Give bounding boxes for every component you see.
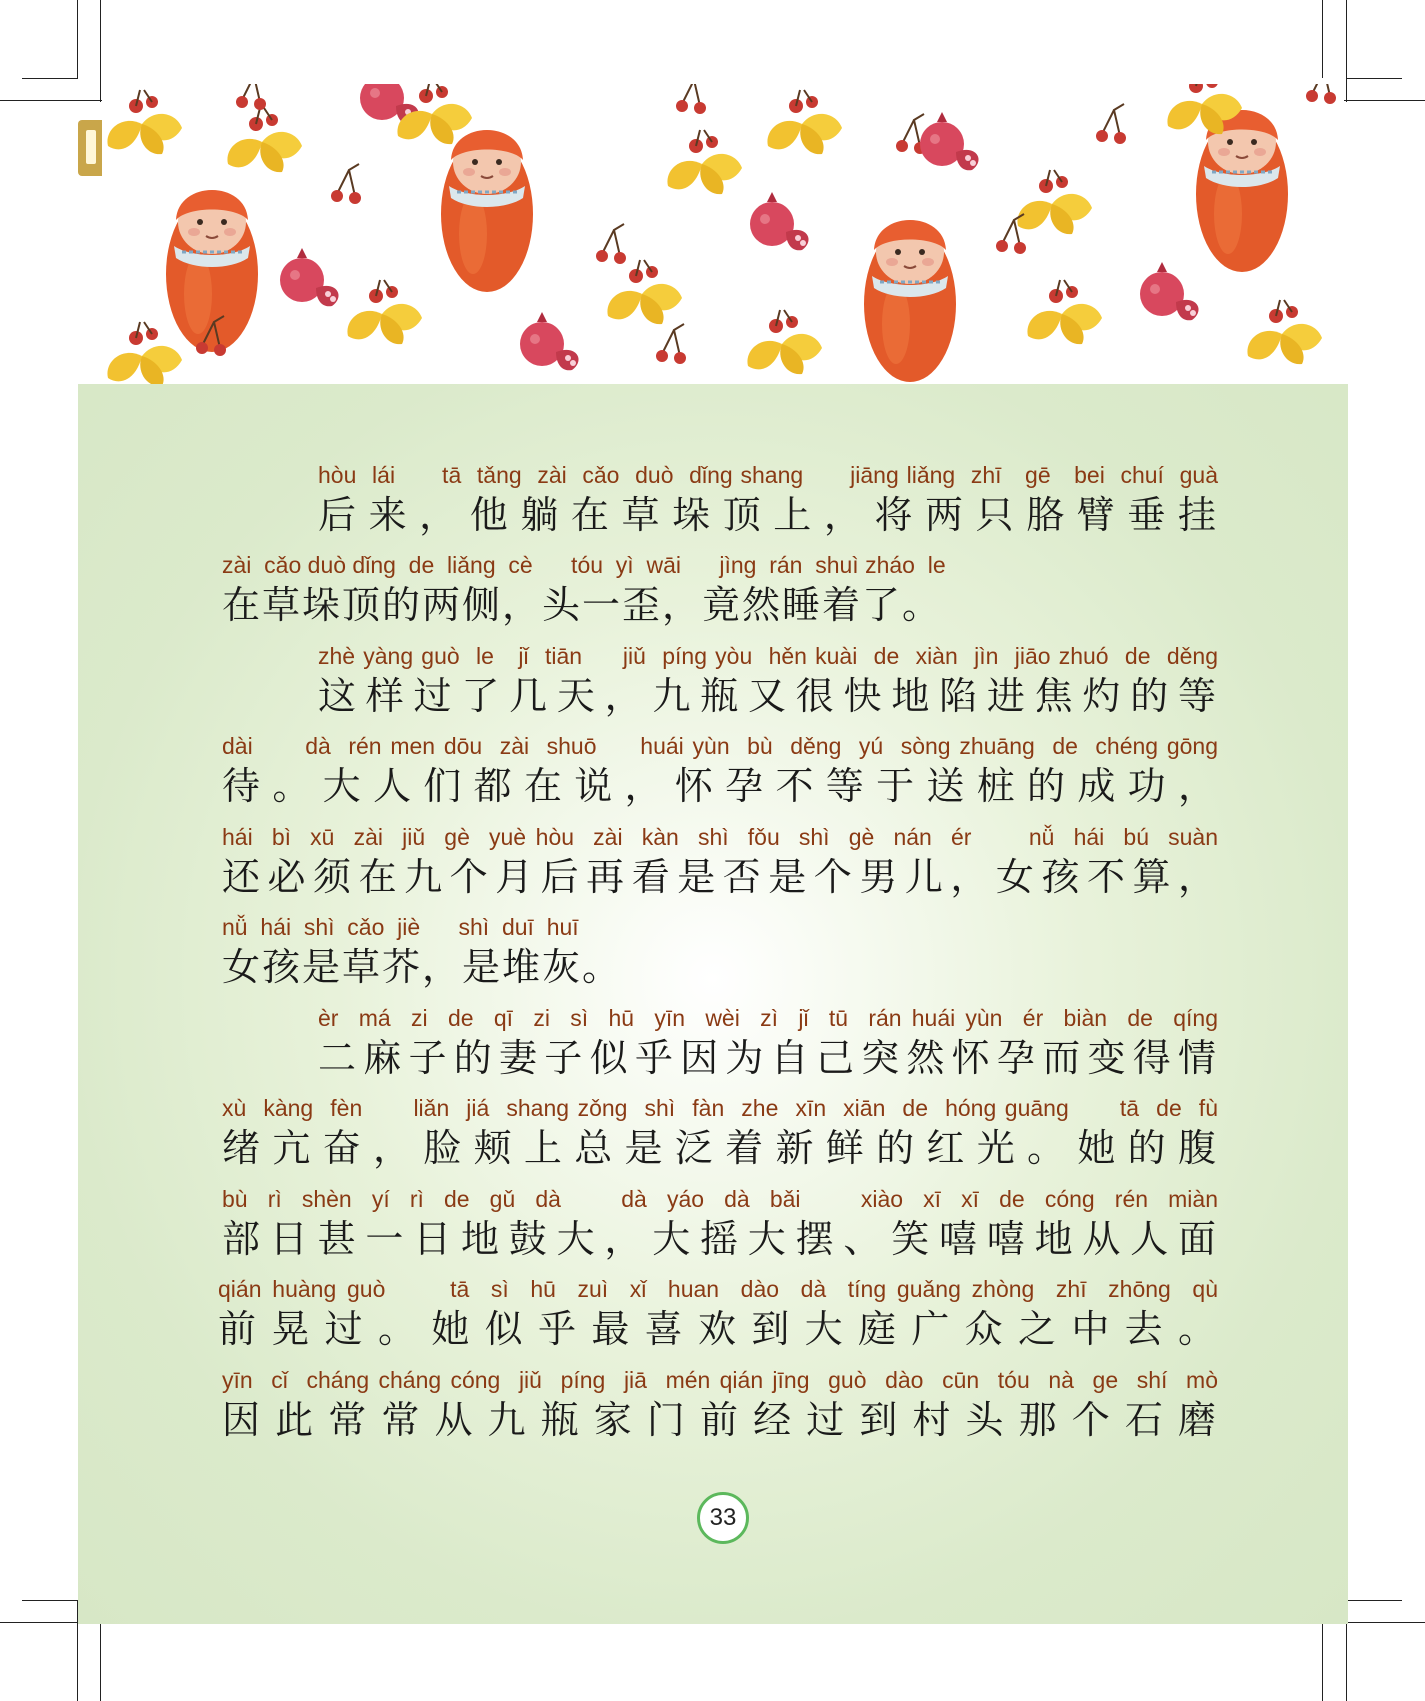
hanzi-line: 这样过了几天，九瓶又很快地陷进焦灼的等 [318,674,1218,718]
text-line [318,1003,1218,1093]
hanzi-line: 女孩是草芥，是堆灰。 [222,945,623,989]
crop-mark [1322,1622,1323,1701]
pinyin-line: nǚ hái shì cǎo jiè shì duī huī [222,914,579,940]
crop-mark [77,0,78,78]
text-line [222,731,1218,821]
hanzi-line: 前晃过。她似乎最喜欢到大庭广众之中去。 [218,1307,1218,1351]
pinyin-line: dài dà rén men dōu zài shuō huái yùn bù děng yú sòng zhuāng de chéng gōng [222,733,1218,759]
hanzi-line: 还必须在九个月后再看是否是个男儿，女孩不算， [222,855,1218,899]
crop-mark [1346,0,1347,102]
pinyin-line: hòu lái tā tǎng zài cǎo duò dǐng shang jiāng liǎng zhī gē bei chuí guà [318,462,1218,488]
text-line [222,1184,1218,1274]
crop-mark [1346,78,1402,79]
text-line [222,822,1218,912]
crop-mark [100,1622,101,1701]
crop-mark [22,1600,78,1601]
crop-mark [1322,0,1323,78]
pinyin-line: yīn cǐ cháng cháng cóng jiǔ píng jiā mén qián jīng guò dào cūn tóu nà ge shí mò [222,1367,1218,1393]
text-line [222,1365,1218,1455]
pinyin-line: xù kàng fèn liǎn jiá shang zǒng shì fàn zhe xīn xiān de hóng guāng tā de fù [222,1095,1218,1121]
pinyin-line: bù rì shèn yí rì de gǔ dà dà yáo dà bǎi xiào xī xī de cóng rén miàn [222,1186,1218,1212]
crop-mark [1346,1600,1402,1601]
crop-mark [100,0,101,102]
page-number: 33 [697,1492,749,1544]
text-line [218,1274,1218,1364]
hanzi-line: 因此常常从九瓶家门前经过到村头那个石磨 [222,1398,1218,1442]
hanzi-line: 绪亢奋，脸颊上总是泛着新鲜的红光。她的腹 [222,1126,1218,1170]
hanzi-line: 在草垛顶的两侧，头一歪，竟然睡着了。 [222,583,943,627]
text-line [222,550,1222,640]
illustration-banner [102,84,1344,384]
pinyin-line: zài cǎo duò dǐng de liǎng cè tóu yì wāi jìng rán shuì zháo le [222,552,946,578]
pinyin-line: hái bì xū zài jiǔ gè yuè hòu zài kàn shì fǒu shì gè nán ér nǚ hái bú suàn [222,824,1218,850]
crop-mark [0,100,102,101]
illustration-banner-art [102,84,1344,384]
hanzi-line: 待。大人们都在说，怀孕不等于送桩的成功， [222,764,1218,808]
crop-mark [22,78,78,79]
hanzi-line: 后来，他躺在草垛顶上，将两只胳臂垂挂 [318,493,1218,537]
pinyin-line: zhè yàng guò le jǐ tiān jiǔ píng yòu hěn kuài de xiàn jìn jiāo zhuó de děng [318,643,1218,669]
text-line [222,1093,1218,1183]
binding-tab [78,120,102,176]
pinyin-line: qián huàng guò tā sì hū zuì xǐ huan dào dà tíng guǎng zhòng zhī zhōng qù [218,1276,1218,1302]
hanzi-line: 二麻子的妻子似乎因为自己突然怀孕而变得情 [318,1036,1218,1080]
text-line [318,460,1218,550]
hanzi-line: 部日甚一日地鼓大，大摇大摆、笑嘻嘻地从人面 [222,1217,1218,1261]
crop-mark [1344,100,1425,101]
text-line [318,641,1218,731]
text-line [222,912,822,1002]
pinyin-line: èr má zi de qī zi sì hū yīn wèi zì jǐ tū rán huái yùn ér biàn de qíng [318,1005,1218,1031]
